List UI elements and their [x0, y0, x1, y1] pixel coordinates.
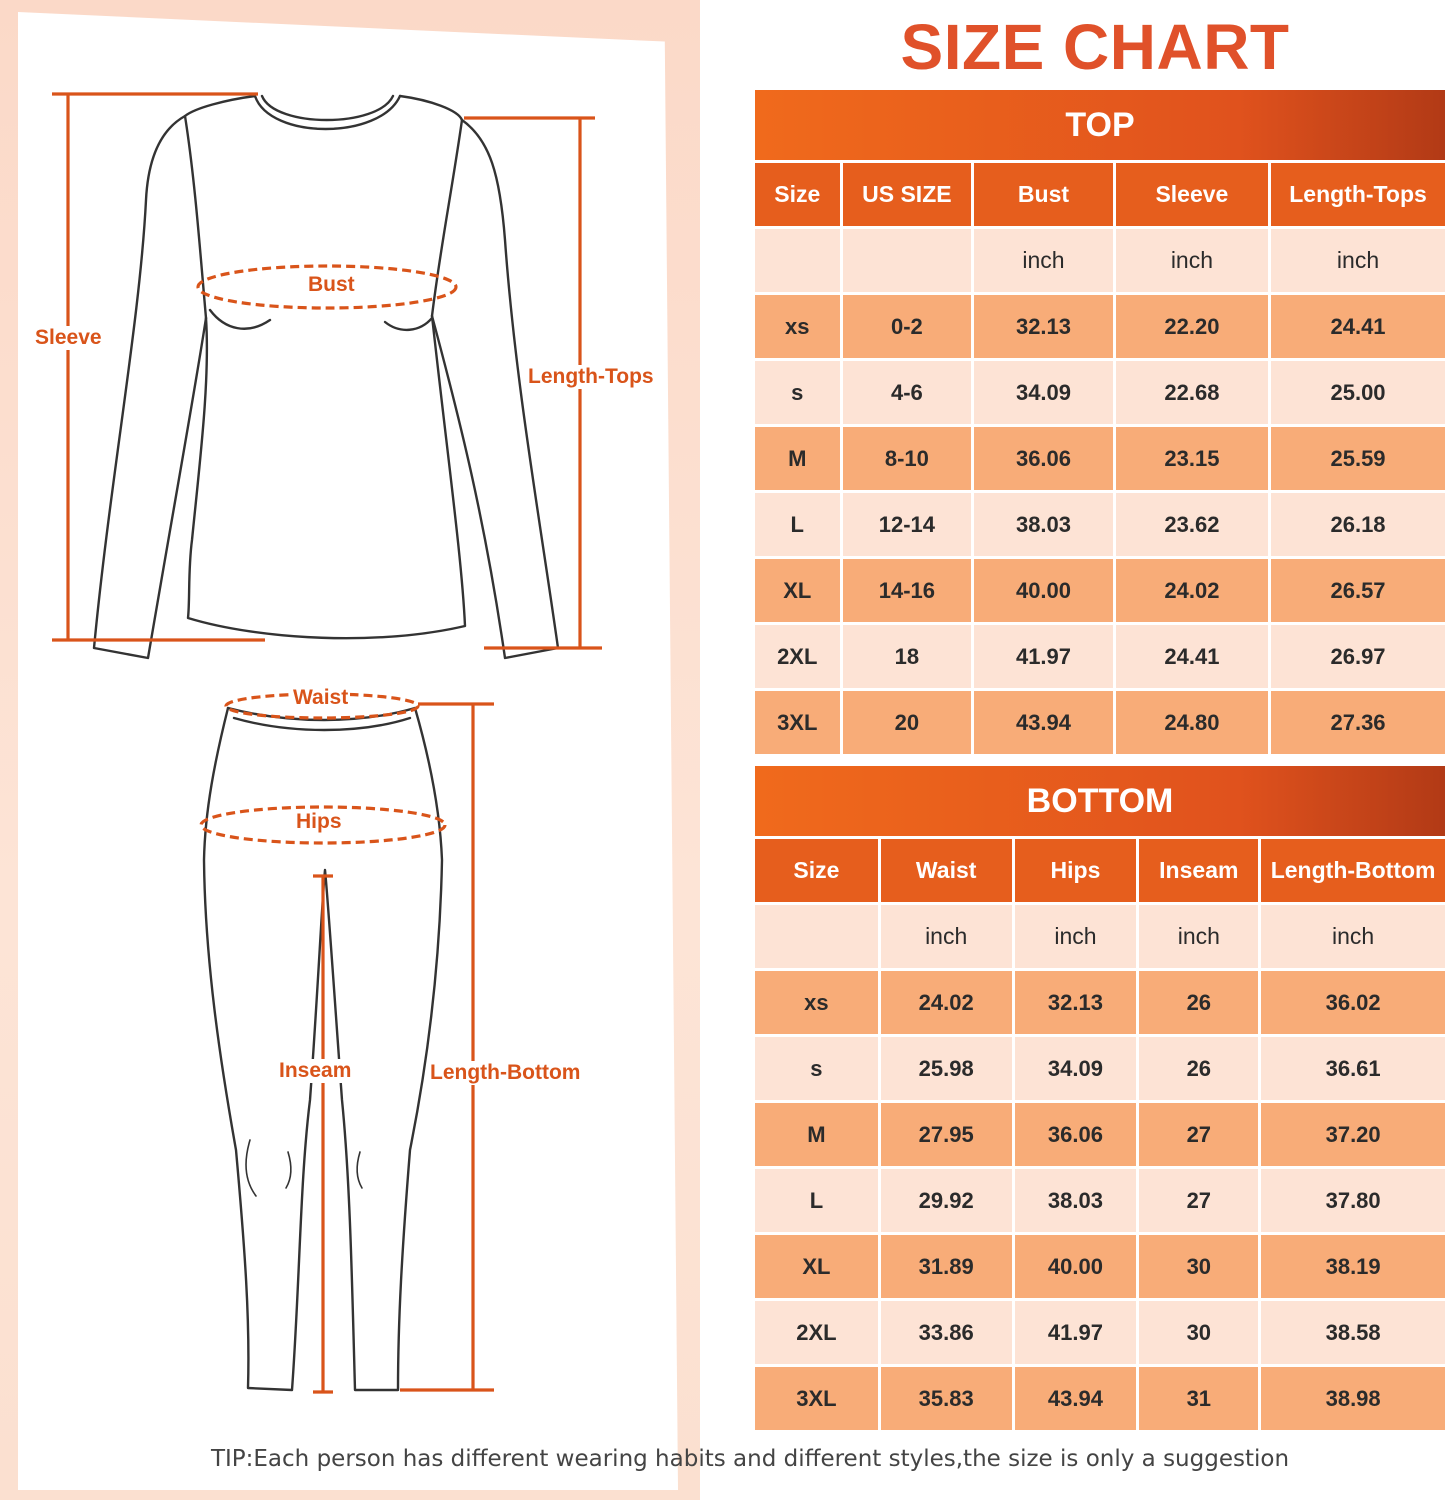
table-row: [755, 691, 1445, 757]
length-bottom-label: Length-Bottom: [430, 1061, 581, 1084]
table-header-row: [755, 839, 1445, 905]
inseam-label: Inseam: [279, 1059, 352, 1082]
table-cell: 38.58: [1261, 1301, 1445, 1364]
table-cell: s: [755, 1037, 881, 1100]
column-header: Bust: [974, 163, 1116, 226]
table-cell: 30: [1139, 1235, 1261, 1298]
table-row: [755, 1301, 1445, 1367]
column-header: US SIZE: [843, 163, 975, 226]
column-header: Length-Bottom: [1261, 839, 1445, 902]
table-row: [755, 559, 1445, 625]
bottom-table-title: BOTTOM: [755, 766, 1445, 839]
table-cell: 24.02: [881, 971, 1015, 1034]
table-cell: 26.97: [1271, 625, 1445, 688]
table-cell: 40.00: [974, 559, 1116, 622]
table-cell: inch: [1015, 905, 1140, 968]
table-cell: L: [755, 493, 843, 556]
length-tops-label: Length-Tops: [528, 365, 654, 388]
unit-row: [755, 905, 1445, 971]
hips-label: Hips: [296, 810, 342, 833]
bust-curve-left: [210, 310, 270, 329]
table-cell: 25.00: [1271, 361, 1445, 424]
table-cell: xs: [755, 295, 843, 358]
table-row: [755, 295, 1445, 361]
table-cell: 38.03: [1015, 1169, 1140, 1232]
table-cell: 38.19: [1261, 1235, 1445, 1298]
table-cell: 26.57: [1271, 559, 1445, 622]
table-cell: 18: [843, 625, 975, 688]
table-cell: 33.86: [881, 1301, 1015, 1364]
table-cell: inch: [974, 229, 1116, 292]
table-cell: 8-10: [843, 427, 975, 490]
table-cell: 0-2: [843, 295, 975, 358]
unit-row: [755, 229, 1445, 295]
table-cell: 27.36: [1271, 691, 1445, 754]
table-cell: 27.95: [881, 1103, 1015, 1166]
knee-left-2: [286, 1152, 291, 1188]
table-cell: 36.61: [1261, 1037, 1445, 1100]
table-cell: 30: [1139, 1301, 1261, 1364]
table-cell: 26: [1139, 1037, 1261, 1100]
table-cell: 43.94: [1015, 1367, 1140, 1430]
table-row: [755, 427, 1445, 493]
table-cell: 35.83: [881, 1367, 1015, 1430]
bust-curve-right: [385, 318, 432, 330]
table-cell: 23.62: [1116, 493, 1271, 556]
table-cell: 25.98: [881, 1037, 1015, 1100]
table-cell: 41.97: [1015, 1301, 1140, 1364]
top-armhole-left: [185, 116, 206, 318]
table-cell: 27: [1139, 1103, 1261, 1166]
table-cell: 37.80: [1261, 1169, 1445, 1232]
tip-note: TIP:Each person has different wearing habits and different styles,the size is only a suggestion: [210, 1446, 1290, 1472]
table-cell: inch: [1139, 905, 1261, 968]
table-cell: 20: [843, 691, 975, 754]
table-cell: 4-6: [843, 361, 975, 424]
table-cell: [755, 905, 881, 968]
table-cell: 37.20: [1261, 1103, 1445, 1166]
table-row: [755, 1235, 1445, 1301]
top-size-table: [755, 90, 1445, 757]
table-cell: inch: [1261, 905, 1445, 968]
table-cell: 32.13: [974, 295, 1116, 358]
table-row: [755, 361, 1445, 427]
table-cell: [843, 229, 975, 292]
bottom-size-table: [755, 766, 1445, 1433]
table-cell: 34.09: [1015, 1037, 1140, 1100]
table-cell: 40.00: [1015, 1235, 1140, 1298]
table-cell: 25.59: [1271, 427, 1445, 490]
top-body: [188, 316, 465, 638]
top-outline: [94, 96, 255, 658]
table-row: [755, 971, 1445, 1037]
table-cell: 3XL: [755, 691, 843, 754]
table-cell: 26.18: [1271, 493, 1445, 556]
table-row: [755, 625, 1445, 691]
table-cell: 38.03: [974, 493, 1116, 556]
table-cell: 26: [1139, 971, 1261, 1034]
column-header: Length-Tops: [1271, 163, 1445, 226]
table-cell: xs: [755, 971, 881, 1034]
table-cell: 12-14: [843, 493, 975, 556]
table-row: [755, 1367, 1445, 1433]
table-cell: XL: [755, 1235, 881, 1298]
column-header: Waist: [881, 839, 1015, 902]
table-cell: 31: [1139, 1367, 1261, 1430]
table-cell: 29.92: [881, 1169, 1015, 1232]
table-cell: 41.97: [974, 625, 1116, 688]
table-cell: 36.02: [1261, 971, 1445, 1034]
table-cell: 3XL: [755, 1367, 881, 1430]
table-cell: 24.41: [1116, 625, 1271, 688]
table-cell: 22.68: [1116, 361, 1271, 424]
table-cell: 24.02: [1116, 559, 1271, 622]
table-row: [755, 1037, 1445, 1103]
size-chart-title: SIZE CHART: [900, 11, 1290, 83]
knee-right: [357, 1152, 362, 1188]
table-cell: 38.98: [1261, 1367, 1445, 1430]
table-cell: XL: [755, 559, 843, 622]
table-cell: 32.13: [1015, 971, 1140, 1034]
table-cell: [755, 229, 843, 292]
table-cell: 14-16: [843, 559, 975, 622]
column-header: Hips: [1015, 839, 1140, 902]
waist-label: Waist: [293, 686, 349, 709]
table-row: [755, 1169, 1445, 1235]
table-cell: 24.80: [1116, 691, 1271, 754]
table-cell: 23.15: [1116, 427, 1271, 490]
table-cell: 2XL: [755, 625, 843, 688]
table-cell: inch: [881, 905, 1015, 968]
garment-measurement-illustration: [0, 0, 700, 1440]
column-header: Size: [755, 839, 881, 902]
table-cell: M: [755, 1103, 881, 1166]
knee-left: [246, 1140, 256, 1196]
bust-label: Bust: [308, 273, 355, 296]
top-table-title: TOP: [755, 90, 1445, 163]
table-cell: 27: [1139, 1169, 1261, 1232]
top-neck: [255, 96, 400, 129]
top-neck-inner: [262, 96, 393, 120]
table-cell: 24.41: [1271, 295, 1445, 358]
table-cell: 36.06: [974, 427, 1116, 490]
sleeve-label: Sleeve: [35, 326, 102, 349]
table-header-row: [755, 163, 1445, 229]
table-cell: 43.94: [974, 691, 1116, 754]
table-cell: s: [755, 361, 843, 424]
table-cell: 2XL: [755, 1301, 881, 1364]
column-header: Sleeve: [1116, 163, 1271, 226]
column-header: Inseam: [1139, 839, 1261, 902]
table-cell: inch: [1116, 229, 1271, 292]
table-cell: 34.09: [974, 361, 1116, 424]
table-row: [755, 1103, 1445, 1169]
table-cell: 36.06: [1015, 1103, 1140, 1166]
table-cell: 22.20: [1116, 295, 1271, 358]
table-cell: inch: [1271, 229, 1445, 292]
column-header: Size: [755, 163, 843, 226]
table-cell: L: [755, 1169, 881, 1232]
table-row: [755, 493, 1445, 559]
table-cell: 31.89: [881, 1235, 1015, 1298]
table-cell: M: [755, 427, 843, 490]
